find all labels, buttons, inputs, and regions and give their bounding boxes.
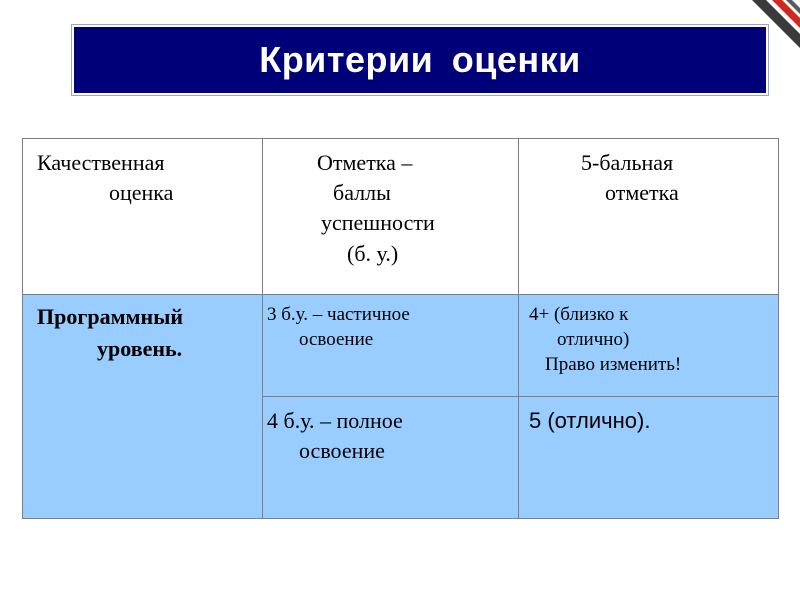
header-quality-line-1: Качественная	[37, 150, 165, 175]
program-level-line-1: Программный	[37, 304, 184, 329]
points-partial-line-1: 3 б.у. – частичное	[267, 304, 410, 325]
grade-five-text: 5 (отлично).	[529, 408, 651, 433]
header-cell-grade	[519, 139, 779, 295]
header-points-line-2: баллы	[333, 180, 391, 206]
criteria-table	[22, 138, 779, 519]
header-points-line-4: (б. у.)	[347, 240, 399, 266]
header-cell-points	[263, 139, 519, 295]
header-grade-line-2: отметка	[605, 180, 679, 206]
cell-grade-four-plus	[519, 295, 779, 397]
cell-program-level	[23, 295, 263, 519]
slide-title: Критерии оценки	[259, 39, 581, 80]
title-banner	[72, 25, 768, 95]
grade-four-plus-line-3: Право изменить!	[545, 353, 682, 375]
table-row	[23, 295, 779, 397]
header-grade-line-1: 5-бальная	[581, 150, 674, 175]
table-header-row	[23, 139, 779, 295]
grade-four-plus-line-2: отлично)	[557, 328, 630, 350]
points-partial-line-2: освоение	[299, 328, 374, 350]
cell-grade-five	[519, 397, 779, 519]
program-level-line-2: уровень.	[97, 336, 183, 362]
header-points-line-1: Отметка –	[317, 150, 413, 175]
header-cell-quality	[23, 139, 263, 295]
grade-four-plus-line-1: 4+ (близко к	[529, 304, 629, 325]
points-full-line-1: 4 б.у. – полное	[267, 408, 403, 433]
cell-points-full	[263, 397, 519, 519]
points-full-line-2: освоение	[299, 438, 385, 464]
header-points-line-3: успешности	[321, 210, 435, 236]
header-quality-line-2: оценка	[109, 180, 174, 206]
cell-points-partial	[263, 295, 519, 397]
